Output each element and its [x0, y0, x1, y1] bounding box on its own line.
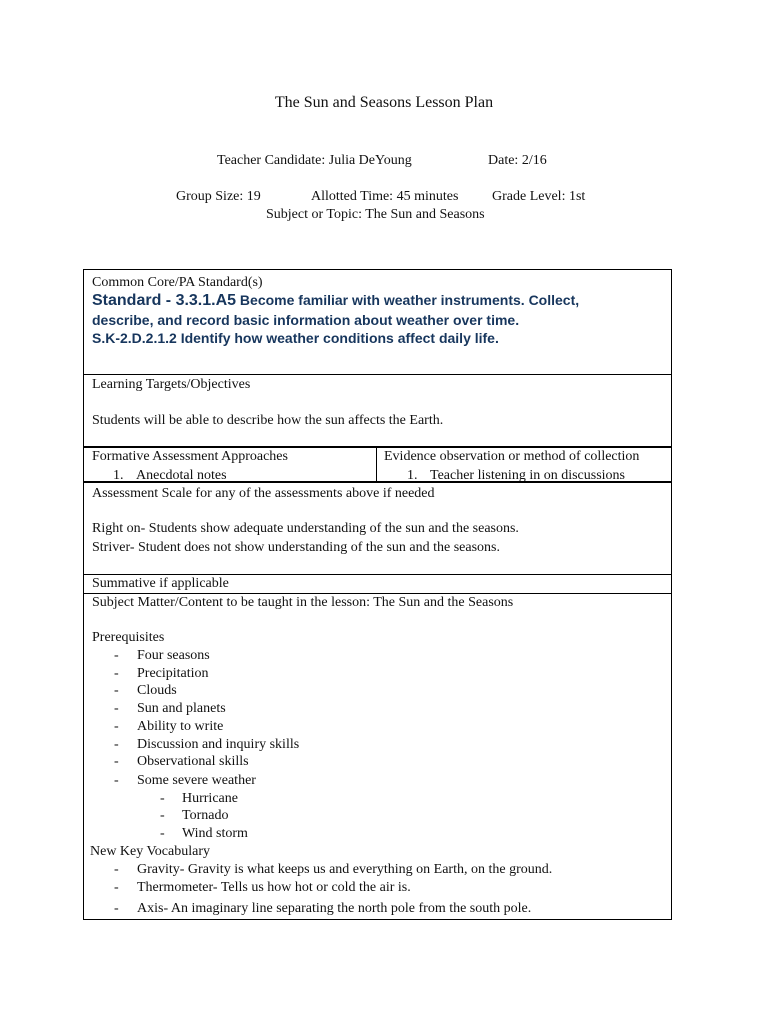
allotted-time: Allotted Time: 45 minutes — [311, 189, 459, 204]
lesson-date: Date: 2/16 — [488, 153, 547, 168]
divider — [84, 446, 671, 448]
divider — [84, 374, 671, 375]
list-bullet: - — [114, 754, 119, 769]
subject-matter: Subject Matter/Content to be taught in the lesson: The Sun and the Seasons — [92, 595, 514, 610]
scale-striver: Striver- Student does not show understanding of the sun and the seasons. — [92, 540, 500, 555]
vocab-gravity: Gravity- Gravity is what keeps us and everything on Earth, on the ground. — [137, 862, 553, 877]
document-title: The Sun and Seasons Lesson Plan — [274, 94, 494, 111]
list-bullet: - — [114, 880, 119, 895]
formative-heading: Formative Assessment Approaches — [92, 449, 288, 464]
list-item: Clouds — [137, 683, 177, 698]
standards-heading: Common Core/PA Standard(s) — [92, 275, 263, 290]
standard-text-continued: describe, and record basic information about weather over time. — [92, 312, 520, 328]
list-item: Discussion and inquiry skills — [137, 737, 300, 752]
list-bullet: - — [160, 791, 165, 806]
list-item: Ability to write — [137, 719, 224, 734]
list-item: Hurricane — [182, 791, 238, 806]
list-bullet: - — [114, 719, 119, 734]
standard-3-3-1-a5 — [92, 292, 579, 310]
list-bullet: - — [114, 901, 119, 916]
column-divider — [376, 447, 377, 482]
list-bullet: - — [114, 666, 119, 681]
subject-topic: Subject or Topic: The Sun and Seasons — [266, 207, 485, 222]
objectives-text: Students will be able to describe how the sun affects the Earth. — [92, 413, 444, 428]
standard-text: Become familiar with weather instruments. Collect, — [236, 292, 580, 308]
list-item: Observational skills — [137, 754, 249, 769]
lesson-plan-table — [83, 269, 672, 920]
prerequisites-heading: Prerequisites — [92, 630, 165, 645]
evidence-item-number: 1. — [407, 468, 418, 483]
vocab-thermometer: Thermometer- Tells us how hot or cold the air is. — [137, 880, 411, 895]
vocab-axis: Axis- An imaginary line separating the north pole from the south pole. — [137, 901, 532, 916]
divider — [84, 593, 671, 594]
divider — [84, 574, 671, 575]
summative-heading: Summative if applicable — [92, 576, 229, 591]
evidence-item: Teacher listening in on discussions — [430, 468, 625, 483]
list-item: Four seasons — [137, 648, 210, 663]
standard-code: Standard - 3.3.1.A5 — [92, 292, 237, 309]
list-bullet: - — [114, 862, 119, 877]
divider — [84, 481, 671, 483]
vocabulary-heading: New Key Vocabulary — [90, 844, 211, 859]
evidence-heading: Evidence observation or method of collection — [384, 449, 640, 464]
list-bullet: - — [114, 648, 119, 663]
list-item: Some severe weather — [137, 773, 256, 788]
scale-heading: Assessment Scale for any of the assessments above if needed — [92, 486, 435, 501]
formative-item-number: 1. — [113, 468, 124, 483]
list-bullet: - — [114, 701, 119, 716]
list-item: Sun and planets — [137, 701, 226, 716]
list-item: Wind storm — [182, 826, 248, 841]
list-bullet: - — [114, 773, 119, 788]
list-item: Tornado — [182, 808, 229, 823]
group-size: Group Size: 19 — [176, 189, 261, 204]
list-bullet: - — [160, 808, 165, 823]
list-item: Precipitation — [137, 666, 209, 681]
standard-sk-2d212: S.K-2.D.2.1.2 Identify how weather conditions affect daily life. — [92, 330, 499, 346]
list-bullet: - — [160, 826, 165, 841]
list-bullet: - — [114, 683, 119, 698]
formative-item: Anecdotal notes — [136, 468, 227, 483]
scale-right-on: Right on- Students show adequate understanding of the sun and the seasons. — [92, 521, 519, 536]
teacher-candidate: Teacher Candidate: Julia DeYoung — [217, 153, 412, 168]
objectives-heading: Learning Targets/Objectives — [92, 377, 251, 392]
grade-level: Grade Level: 1st — [492, 189, 586, 204]
list-bullet: - — [114, 737, 119, 752]
